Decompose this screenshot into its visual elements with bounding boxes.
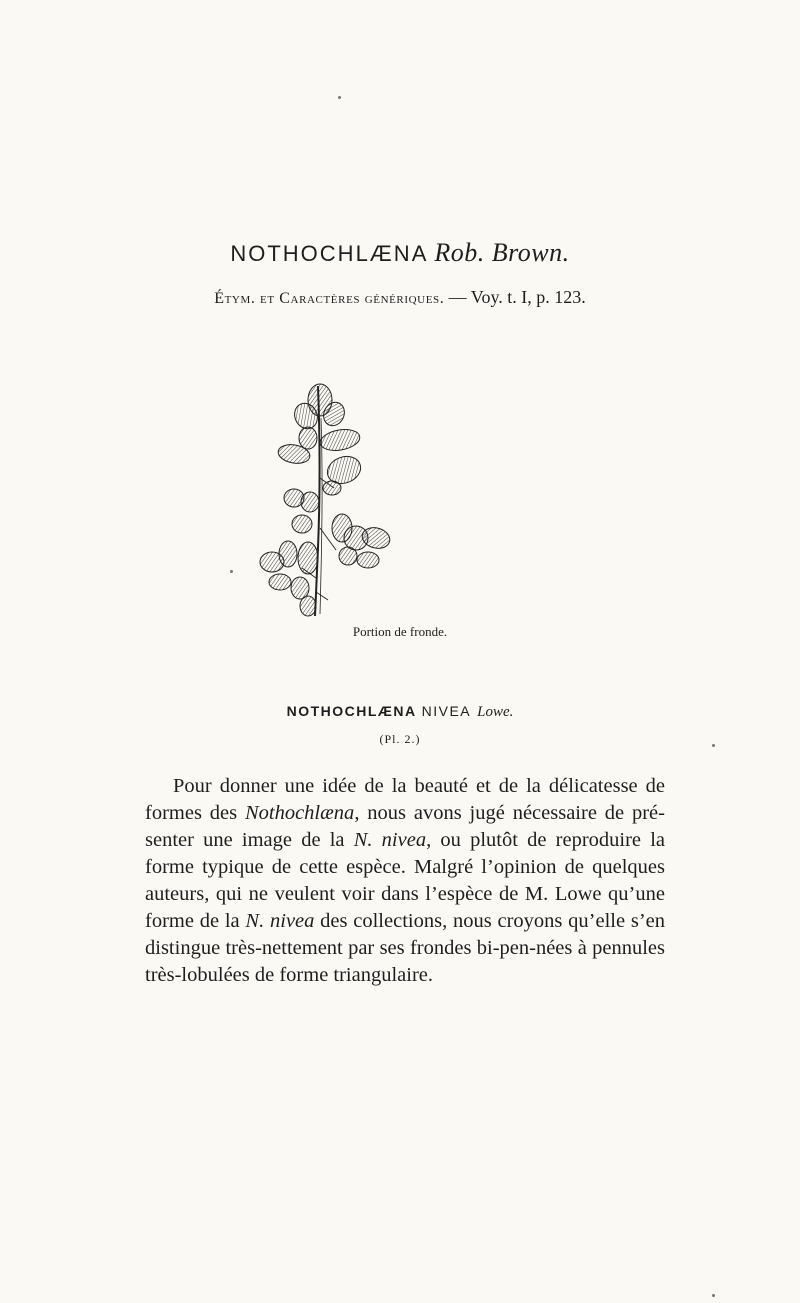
body-text-segment: , nous avons jugé nécessaire de pré-senter une image de la (145, 802, 665, 851)
fern-frond-drawing (244, 378, 414, 618)
genus-heading (0, 238, 800, 269)
species-genus: NOTHOCHLÆNA (286, 703, 417, 719)
figure-caption: Portion de fronde. (352, 624, 448, 639)
body-text-segment: Pour donner une idée de la beauté et de la délicatesse de formes des (145, 775, 665, 824)
plate-reference: (Pl. 2.) (379, 732, 421, 746)
species-epithet: NIVEA (421, 703, 472, 719)
species-heading (0, 702, 800, 722)
genus-author: Rob. Brown. (434, 238, 570, 267)
body-text-segment: , ou plutôt de reproduire la forme typique de cette espèce. Malgré l’opinion de quelques auteurs, qui ne veulent voir dans l’espèce de M. Lowe qu’une forme de la (145, 829, 665, 932)
etymology-line (0, 286, 800, 310)
paper-speck (712, 744, 715, 747)
paper-speck (230, 570, 233, 573)
paper-speck (338, 96, 341, 99)
body-italic-segment: N. nivea (353, 829, 427, 851)
paper-speck (712, 1294, 715, 1297)
body-italic-segment: N. nivea (245, 910, 315, 932)
etymology-label: Étym. et Caractères génériques. (214, 290, 445, 307)
etymology-reference: — Voy. t. I, p. 123. (448, 287, 586, 307)
genus-name: NOTHOCHLÆNA (230, 241, 429, 266)
body-italic-segment: Nothochlæna (244, 802, 355, 824)
species-author: Lowe. (477, 704, 514, 720)
body-text-segment: des collections, nous croyons qu’elle s’en distingue très-nettement par ses frondes bi-pen-nées à pennules très-lobulées de forme triangulaire. (145, 910, 665, 986)
body-paragraph (145, 773, 665, 989)
fern-frond-illustration (244, 378, 414, 618)
